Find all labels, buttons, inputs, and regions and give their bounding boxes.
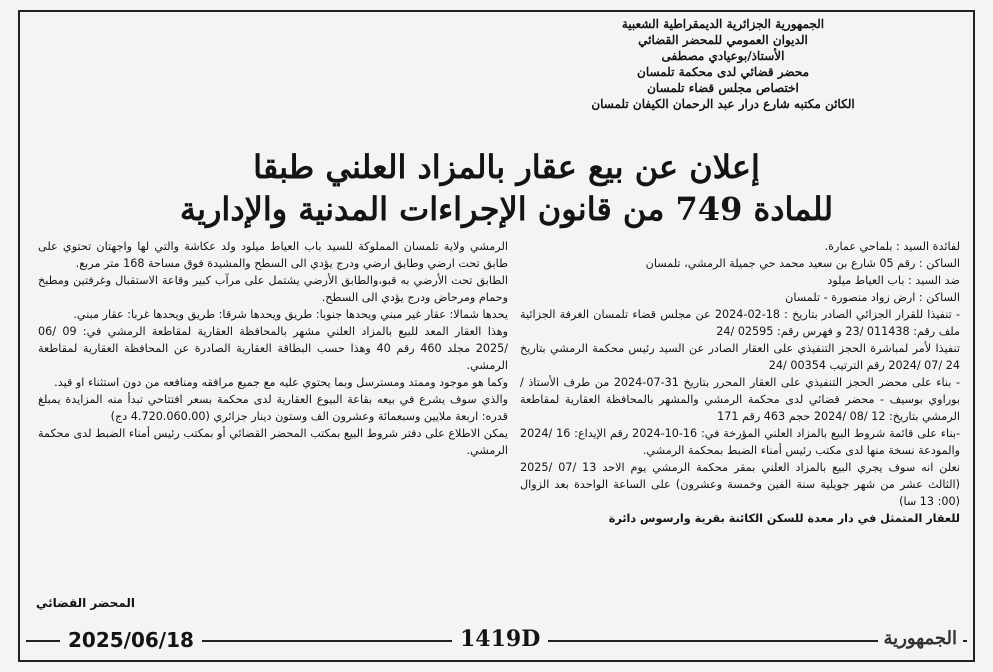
title-line-2: للمادة 749 من قانون الإجراءات المدنية والإدارية xyxy=(179,190,834,228)
header-line: اختصاص مجلس قضاء تلمسان xyxy=(647,81,799,95)
paragraph: الرمشي ولاية تلمسان المملوكة للسيد باب العياط ميلود ولد عكاشة والتي لها واجهتان تحتوي على طابق تحت ارضي وطابق ارضي ودرج يؤدي الى السطح والمشيدة فوق مساحة 168 متر مربع. xyxy=(38,240,508,270)
title-line-1: إعلان عن بيع عقار بالمزاد العلني طبقا xyxy=(253,148,760,186)
issuer-header xyxy=(513,16,933,112)
paragraph: يحدها شمالا: عقار غير مبني ويحدها جنوبا: طريق ويحدها شرقا: طريق ويحدها غربا: عقار مبني. xyxy=(73,308,508,321)
paragraph: يمكن الاطلاع على دفتر شروط البيع بمكتب المحضر القضائي أو بمكتب رئيس أمناء الضبط لدى محكمة الرمشي. xyxy=(38,427,508,457)
publication-date: 2025/06/18 xyxy=(60,628,202,652)
right-text-column xyxy=(520,238,960,527)
header-line: محضر قضائي لدى محكمة تلمسان xyxy=(637,65,809,79)
announcement-title xyxy=(60,146,953,230)
ad-number: 1419D xyxy=(452,626,548,652)
paragraph: لفائدة السيد : بلماحي عمارة. xyxy=(824,240,960,253)
paragraph: ضد السيد : باب العياط ميلود xyxy=(827,274,960,287)
header-line: الديوان العمومي للمحضر القضائي xyxy=(638,33,808,47)
paragraph: والذي سوف يشرع في بيعه بقاعة البيوع العقارية لدى محكمة بسعر افتتاحي تبدأ منه المزايدة يمبلغ قدره: اربعة ملايين وسبعمائة وعشرون الف وستون دينار جزائري (4.720.060.00 دج) xyxy=(38,393,508,423)
paragraph: - بناء على محضر الحجز التنفيذي على العقار المحرر بتاريخ 31-07-2024 من طرف الأستاذ / بوراوي بوسيف - محضر قضائي لدى محكمة الرمشي والمشهر بالمحافظة العقارية لمقاطعة الرمشي بتاريخ: 12 /08 /2024 حجم 463 رقم 171 xyxy=(520,376,961,423)
paragraph: -بناء على قائمة شروط البيع بالمزاد العلني المؤرخة في: 16-10-2024 رقم الإيداع: 16 /2024 والمودعة نسخة منها لدى مكتب رئيس أمناء الضبط بمحكمة الرمشي. xyxy=(520,427,960,457)
paragraph: نعلن انه سوف يجري البيع بالمزاد العلني بمقر محكمة الرمشي يوم الاحد 13 /07 /2025 (الثالث عشر من شهر جويلية سنة الفين وخمسة وعشرون) على الساعة الواحدة بعد الزوال (00: 13 سا) xyxy=(520,461,961,508)
header-line: الجمهورية الجزائرية الديمقراطية الشعبية xyxy=(621,17,825,31)
paragraph: الساكن : رقم 05 شارع بن سعيد محمد حي جميلة الرمشي، تلمسان xyxy=(645,257,960,270)
newspaper-logo: الجمهورية xyxy=(878,628,963,649)
paragraph: الطابق تحت الأرضي به قبو،والطابق الأرضي يشتمل على مرآب كبير وقاعة الاستقبال وغرفتين ومطبخ وحمام ومرحاض ودرج يؤدي الى السطح. xyxy=(38,274,508,304)
header-line: الكائن مكتبه شارع درار عبد الرحمان الكيفان تلمسان xyxy=(591,97,855,111)
paragraph: الساكن : ارض زواد منصورة - تلمسان xyxy=(785,291,960,304)
header-line: الأستاذ/بوعيادي مصطفى xyxy=(661,49,785,63)
paragraph: - تنفيذا للقرار الجزائي الصادر بتاريخ : 18-02-2024 عن مجلس قضاء تلمسان الغرفة الجزائية ملف رقم: 011438 /23 و فهرس رقم: 02595 /24 xyxy=(520,308,960,338)
paragraph: وكما هو موجود وممتد ومسترسل وبما يحتوي عليه مع جميع مرافقه ومنافعه من دون استثناء او قيد. xyxy=(54,376,508,389)
paragraph: للعقار المتمثل في دار معدة للسكن الكائنة بقرية وارسوس دائرة xyxy=(608,512,960,525)
left-text-column xyxy=(38,238,508,459)
paragraph: وهذا العقار المعد للبيع بالمزاد العلني مشهر بالمحافظة العقارية لمقاطعة الرمشي في: 09 /06 /2025 مجلد 460 رقم 40 وهذا حسب البطاقة العقارية الصادرة عن المحافظة العقارية لمقاطعة الرمشي. xyxy=(38,325,509,372)
paragraph: تنفيذا لأمر لمباشرة الحجز التنفيذي على العقار الصادر عن السيد رئيس محكمة الرمشي بتاريخ 24 /07 /2024 رقم الترتيب 00354 /24 xyxy=(520,342,960,372)
signature: المحضر القضائي xyxy=(36,596,136,610)
